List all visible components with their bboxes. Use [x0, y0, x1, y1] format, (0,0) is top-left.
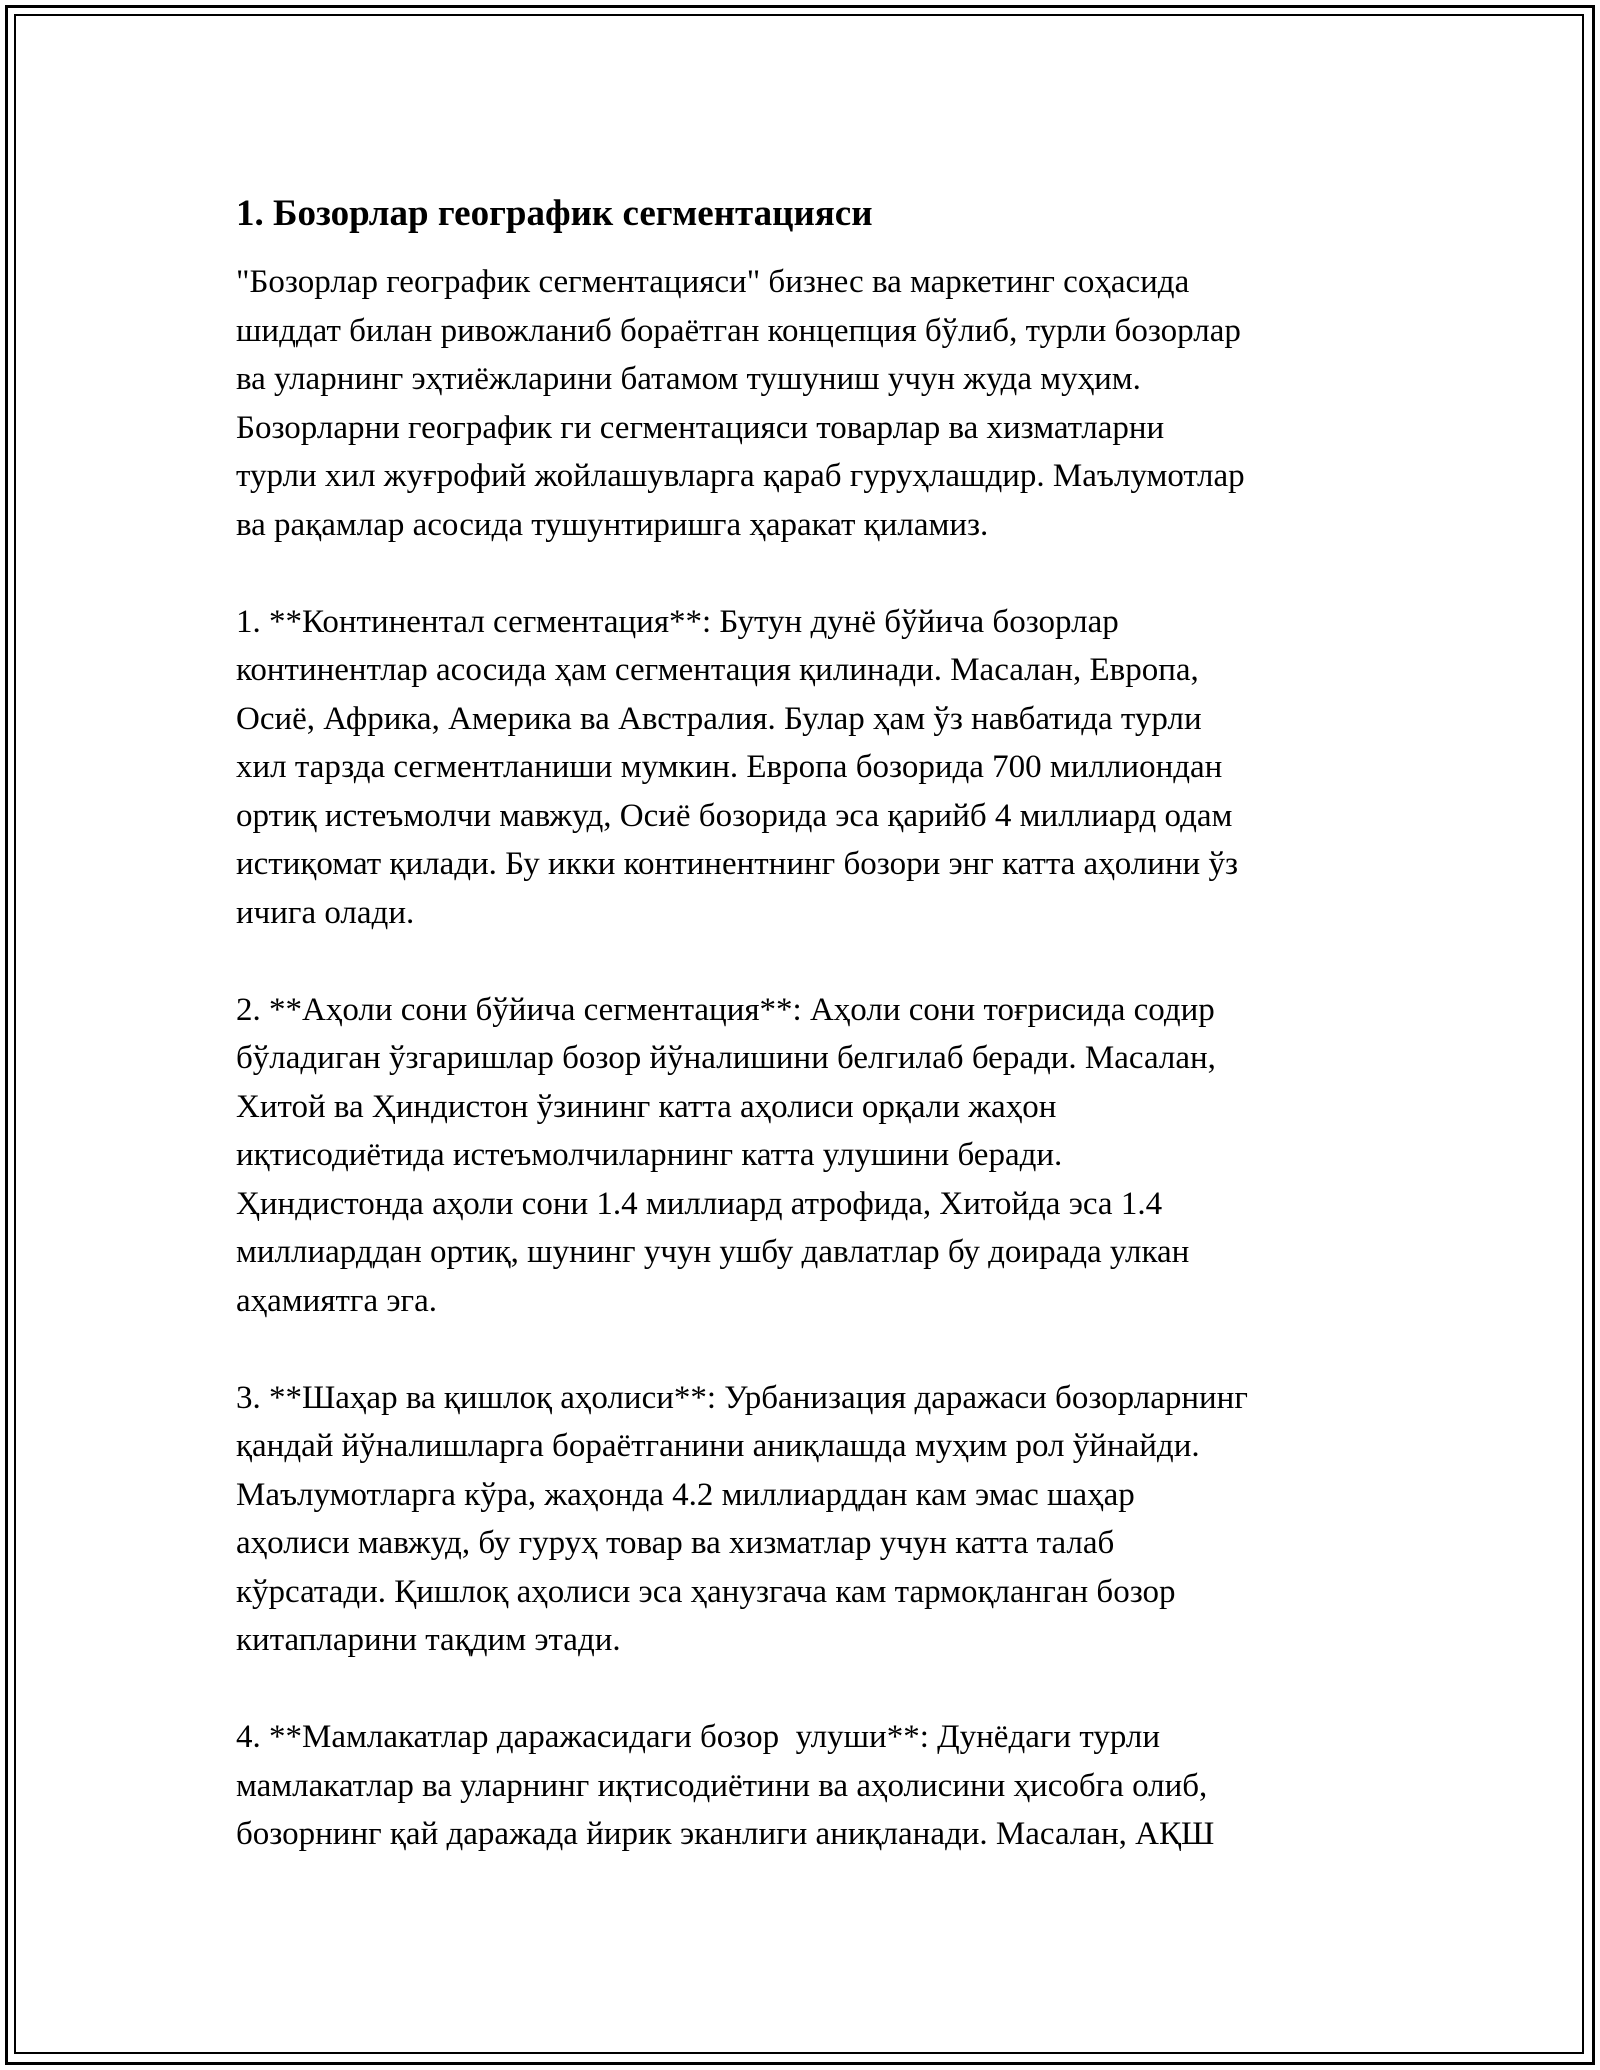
text-line: Бозорларни географик ги сегментацияси товарлар ва хизматларни	[236, 409, 1165, 446]
text-line: шиддат билан ривожланиб бораётган концепция бўлиб, турли бозорлар	[236, 312, 1241, 349]
paragraph-item-2	[236, 986, 1396, 1326]
text-line: Осиё, Африка, Америка ва Австралия. Булар ҳам ўз навбатида турли	[236, 700, 1202, 737]
text-line: бозорнинг қай даражада йирик эканлиги аниқланади. Масалан, АҚШ	[236, 1816, 1215, 1852]
text-line: хил тарзда сегментланиши мумкин. Европа бозорида 700 миллиондан	[236, 749, 1223, 785]
text-line: ва уларнинг эҳтиёжларини батамом тушуниш учун жуда муҳим.	[236, 361, 1141, 397]
paragraph-gap	[236, 549, 1396, 598]
text-line: бўладиган ўзгаришлар бозор йўналишини белгилаб беради. Масалан,	[236, 1040, 1216, 1076]
text-line: Хитой ва Ҳиндистон ўзининг катта аҳолиси орқали жаҳон	[236, 1088, 1057, 1125]
text-line: 3. **Шаҳар ва қишлоқ аҳолиси**: Урбанизация даражаси бозорларнинг	[236, 1379, 1248, 1416]
text-line: кўрсатади. Қишлоқ аҳолиси эса ҳанузгача кам тармоқланган бозор	[236, 1573, 1176, 1610]
text-line: мамлакатлар ва уларнинг иқтисодиётини ва аҳолисини ҳисобга олиб,	[236, 1767, 1208, 1804]
paragraph-gap	[236, 1665, 1396, 1714]
text-line: континентлар асосида ҳам сегментация қилинади. Масалан, Европа,	[236, 652, 1199, 688]
text-line: турли хил жуғрофий жойлашувларга қараб гуруҳлашдир. Маълумотлар	[236, 458, 1245, 494]
paragraph-intro	[236, 258, 1396, 549]
text-line: 1. **Континентал сегментация**: Бутун дунё бўйича бозорлар	[236, 603, 1119, 640]
paragraph-gap	[236, 1325, 1396, 1374]
document-body	[236, 180, 1396, 1859]
paragraph-item-1	[236, 598, 1396, 938]
text-line: иқтисодиётида истеъмолчиларнинг катта улушини беради.	[236, 1137, 1063, 1173]
paragraph-item-3	[236, 1374, 1396, 1665]
document-heading: 1. Бозорлар географик сегментацияси	[236, 193, 873, 234]
text-line: Маълумотларга кўра, жаҳонда 4.2 миллиарддан кам эмас шаҳар	[236, 1476, 1135, 1513]
text-line: ва рақамлар асосида тушунтиришга ҳаракат қиламиз.	[236, 506, 989, 543]
text-line: 4. **Мамлакатлар даражасидаги бозор улуши**: Дунёдаги турли	[236, 1719, 1161, 1755]
text-line: Ҳиндистонда аҳоли сони 1.4 миллиард атрофида, Хитойда эса 1.4	[236, 1185, 1163, 1222]
text-line: китапларини тақдим этади.	[236, 1622, 621, 1658]
text-line: 2. **Аҳоли сони бўйича сегментация**: Аҳоли сони тоғрисида содир	[236, 991, 1215, 1028]
text-line: истиқомат қилади. Бу икки континентнинг бозори энг катта аҳолини ўз	[236, 846, 1239, 882]
paragraph-gap	[236, 937, 1396, 986]
text-line: ичига олади.	[236, 894, 415, 931]
text-line: аҳолиси мавжуд, бу гуруҳ товар ва хизматлар учун катта талаб	[236, 1525, 1115, 1561]
text-line: миллиарддан ортиқ, шунинг учун ушбу давлатлар бу доирада улкан	[236, 1234, 1190, 1270]
text-line: қандай йўналишларга бораётганини аниқлашда муҳим рол ўйнайди.	[236, 1428, 1200, 1464]
text-line: аҳамиятга эга.	[236, 1282, 437, 1319]
paragraph-item-4	[236, 1713, 1396, 1859]
text-line: ортиқ истеъмолчи мавжуд, Осиё бозорида эса қарийб 4 миллиард одам	[236, 797, 1233, 834]
text-line: "Бозорлар географик сегментацияси" бизнес ва маркетинг соҳасида	[236, 264, 1190, 300]
